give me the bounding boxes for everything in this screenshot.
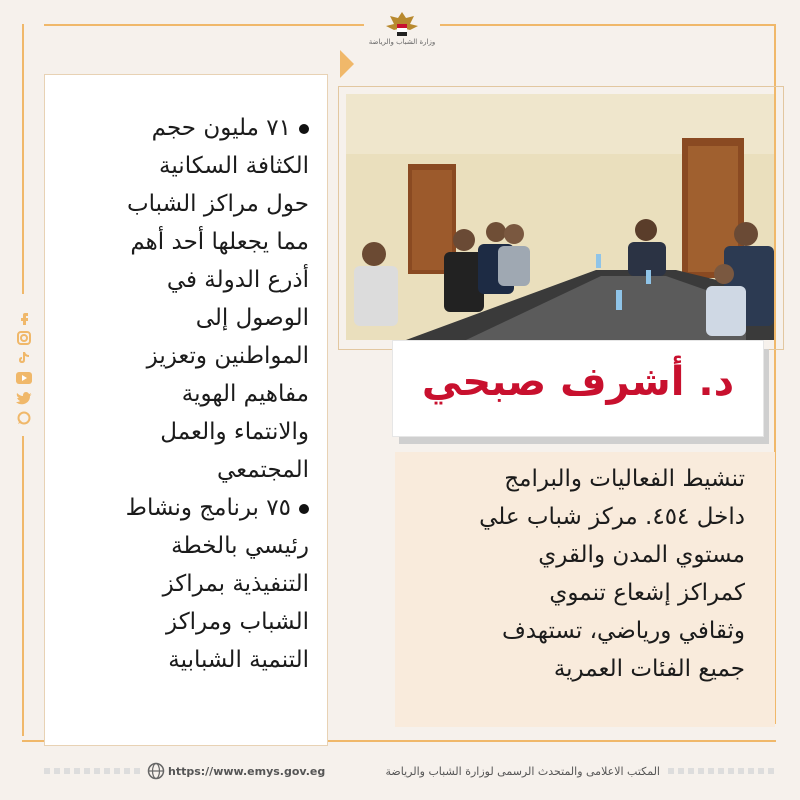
right-text-line: جميع الفئات العمرية <box>553 656 745 682</box>
frame-top-left-line <box>44 24 364 26</box>
bullet-item-1 <box>59 109 309 489</box>
globe-icon <box>147 762 165 780</box>
bullet-2-line: التنفيذية بمراكز <box>162 571 309 597</box>
bullet-1-line: الوصول إلى <box>195 305 309 331</box>
frame-left-line <box>22 24 24 294</box>
speaker-name: د. أشرف صبحي <box>421 359 735 405</box>
instagram-icon[interactable] <box>14 328 34 348</box>
bullet-1-line: الكثافة السكانية <box>159 153 309 179</box>
bullet-item-2 <box>59 489 309 679</box>
bullet-1-line: أذرع الدولة في <box>166 267 309 293</box>
right-info-card <box>395 452 775 727</box>
meeting-photo <box>346 94 774 340</box>
bullet-1-line: مفاهيم الهوية <box>181 381 309 407</box>
twitter-icon[interactable] <box>14 388 34 408</box>
speaker-name-card <box>393 341 763 436</box>
right-text-line: مستوي المدن والقري <box>538 542 745 568</box>
website-link[interactable]: https://www.emys.gov.eg <box>168 765 326 778</box>
bullet-2-line: التنمية الشبابية <box>168 647 309 673</box>
bullet-1-line: المجتمعي <box>216 457 309 483</box>
emblem-caption: وزارة الشباب والرياضة <box>368 38 436 46</box>
right-text-line: داخل ٤٥٤. مركز شباب علي <box>479 504 745 530</box>
frame-left-line-lower <box>22 436 24 736</box>
bullet-1-line: مما يجعلها أحد أهم <box>130 229 309 255</box>
right-text-line: وثقافي ورياضي، تستهدف <box>501 618 745 644</box>
footer-organization: المكتب الاعلامى والمتحدث الرسمى لوزارة الشباب والرياضة <box>385 765 660 778</box>
bullet-1-line: حول مراكز الشباب <box>127 191 309 217</box>
left-info-card <box>44 74 328 746</box>
facebook-icon[interactable] <box>14 308 34 328</box>
right-text-line: كمراكز إشعاع تنموي <box>549 580 745 606</box>
footer-decoration-right <box>668 768 774 774</box>
frame-top-right-line <box>440 24 774 26</box>
footer-decoration-left <box>44 768 140 774</box>
bullet-2-line: الشباب ومراكز <box>166 609 309 635</box>
right-text-line: تنشيط الفعاليات والبرامج <box>504 466 745 492</box>
bullet-2-line: ٧٥ برنامج ونشاط <box>125 495 291 521</box>
bullet-1-line: المواطنين وتعزيز <box>146 343 309 369</box>
tiktok-icon[interactable] <box>14 348 34 368</box>
bullet-1-line: ٧١ مليون حجم <box>151 115 291 141</box>
meeting-photo-illustration <box>346 94 774 340</box>
whatsapp-icon[interactable] <box>14 408 34 428</box>
bullet-2-line: رئيسي بالخطة <box>171 533 309 559</box>
arrow-marker-icon <box>340 50 354 78</box>
bullet-1-line: والانتماء والعمل <box>160 419 309 445</box>
right-info-text <box>415 460 745 688</box>
bullet-dot-icon <box>299 124 309 134</box>
bullet-dot-icon <box>299 504 309 514</box>
youtube-icon[interactable] <box>14 368 34 388</box>
